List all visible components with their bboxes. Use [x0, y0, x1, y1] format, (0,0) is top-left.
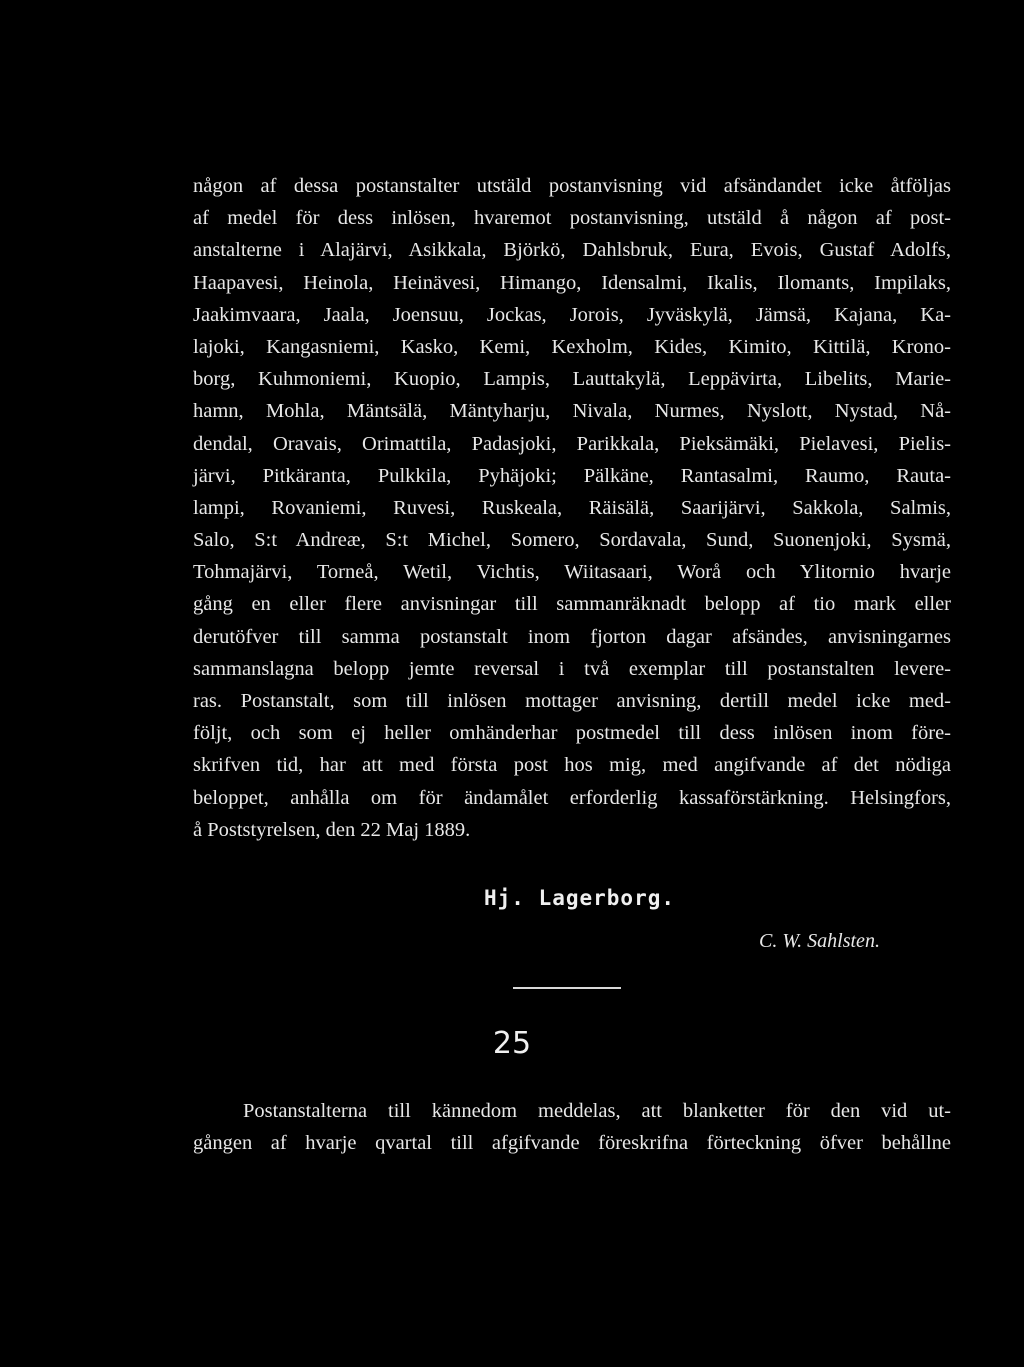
- body-line-17: ras. Postanstalt, som till inlösen mottager anvisning, dertill medel icke med-: [193, 690, 951, 712]
- body-line-1: någon af dessa postanstalter utstäld postanvisning vid afsändandet icke åtföljas: [193, 175, 951, 197]
- body-line-5: Jaakimvaara, Jaala, Joensuu, Jockas, Jorois, Jyväskylä, Jämsä, Kajana, Ka-: [193, 303, 951, 326]
- body-line-18: följt, och som ej heller omhänderhar postmedel till dess inlösen inom före-: [193, 722, 951, 745]
- body-line-21: å Poststyrelsen, den 22 Maj 1889.: [193, 818, 471, 841]
- signature-secondary: C. W. Sahlsten.: [759, 930, 880, 952]
- body-line-12: Salo, S:t Andreæ, S:t Michel, Somero, Sordavala, Sund, Suonenjoki, Sysmä,: [193, 529, 951, 552]
- body-line-7: borg, Kuhmoniemi, Kuopio, Lampis, Lauttakylä, Leppävirta, Libelits, Marie-: [193, 368, 951, 391]
- body-line-13: Tohmajärvi, Torneå, Wetil, Vichtis, Wiitasaari, Worå och Ylitornio hvarje: [193, 561, 951, 584]
- body-line-10: järvi, Pitkäranta, Pulkkila, Pyhäjoki; Pälkäne, Rantasalmi, Raumo, Rauta-: [193, 464, 951, 487]
- body-line-4: Haapavesi, Heinola, Heinävesi, Himango, Idensalmi, Ikalis, Ilomants, Impilaks,: [193, 271, 951, 294]
- body-line-9: dendal, Oravais, Orimattila, Padasjoki, Parikkala, Pieksämäki, Pielavesi, Pielis-: [193, 432, 951, 455]
- body-line-19: skrifven tid, har att med första post hos mig, med angifvande af det nödiga: [193, 754, 951, 777]
- section-line-1: Postanstalterna till kännedom meddelas, att blanketter för den vid ut-: [243, 1100, 951, 1122]
- body-line-11: lampi, Rovaniemi, Ruvesi, Ruskeala, Räisälä, Saarijärvi, Sakkola, Salmis,: [193, 496, 951, 519]
- body-line-14: gång en eller flere anvisningar till sammanräknadt belopp af tio mark eller: [193, 593, 951, 616]
- body-line-6: lajoki, Kangasniemi, Kasko, Kemi, Kexholm, Kides, Kimito, Kittilä, Krono-: [193, 335, 951, 358]
- body-line-8: hamn, Mohla, Mäntsälä, Mäntyharju, Nivala, Nurmes, Nyslott, Nystad, Nå-: [193, 400, 951, 423]
- body-line-15: derutöfver till samma postanstalt inom fjorton dagar afsändes, anvisningarnes: [193, 625, 951, 648]
- signature-primary: Hj. Lagerborg.: [484, 886, 676, 910]
- body-line-20: beloppet, anhålla om för ändamålet erforderlig kassaförstärkning. Helsingfors,: [193, 786, 951, 809]
- circular-body-text: [193, 170, 951, 846]
- section-number: 25: [492, 1026, 532, 1061]
- section-line-2: gången af hvarje qvartal till afgifvande föreskrifna förteckning öfver behållne: [193, 1132, 951, 1155]
- body-line-2: af medel för dess inlösen, hvaremot postanvisning, utstäld å någon af post-: [193, 207, 951, 230]
- section-body-text: [193, 1095, 951, 1159]
- body-line-16: sammanslagna belopp jemte reversal i två exemplar till postanstalten levere-: [193, 657, 951, 680]
- body-line-3: anstalterne i Alajärvi, Asikkala, Björkö, Dahlsbruk, Eura, Evois, Gustaf Adolfs,: [193, 239, 951, 262]
- section-divider: [513, 987, 621, 989]
